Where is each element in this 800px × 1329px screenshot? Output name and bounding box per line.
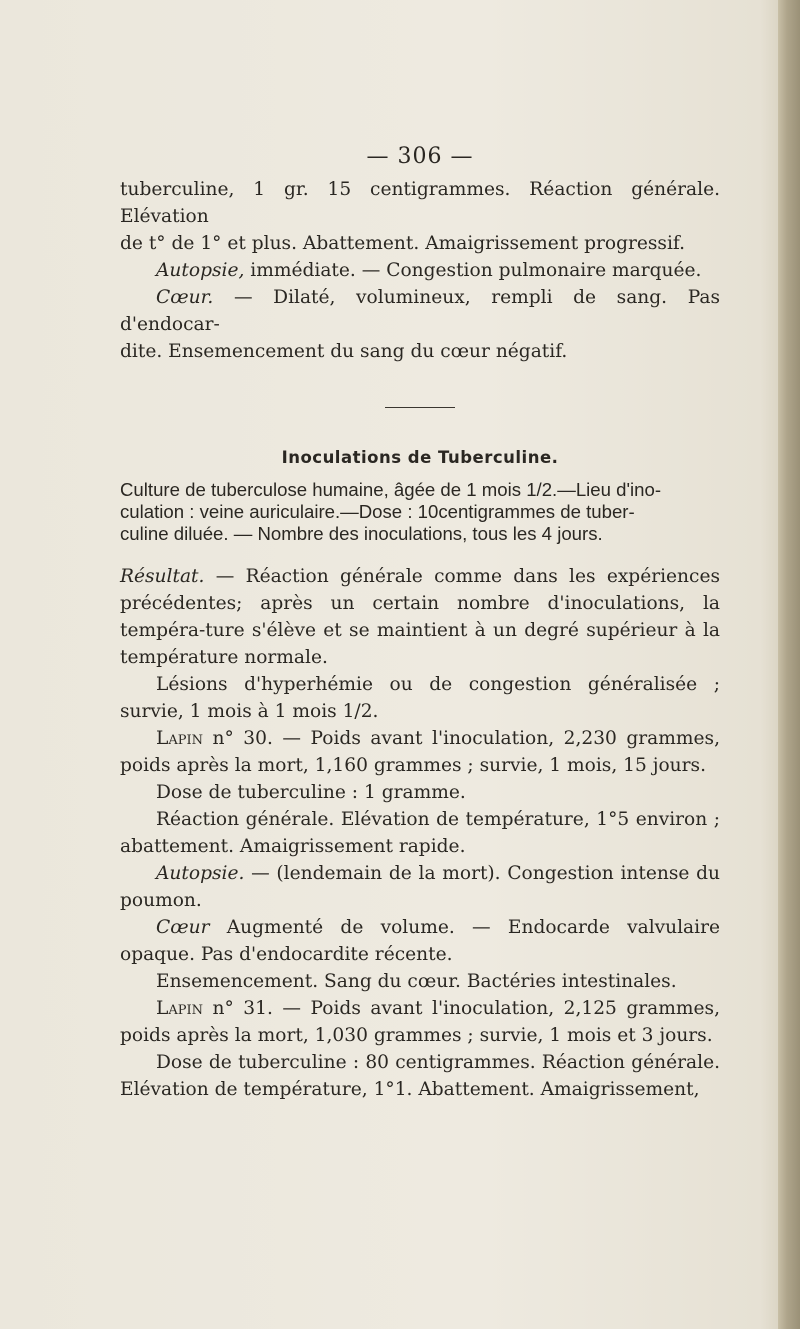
resultat-paragraph [120,563,720,671]
lapin30-num: n° 30. [203,728,273,749]
lapin30-reaction: Réaction générale. Elévation de température, 1°5 environ ; abattement. Amaigrissement rapide. [120,809,720,857]
top-line-1: tuberculine, 1 gr. 15 centigrammes. Réaction générale. Elévation [120,179,720,227]
lapin30-dose: Dose de tuberculine : 1 gramme. [156,782,466,803]
lapin31-paragraph [120,995,720,1049]
resultat-text: — Réaction générale comme dans les expériences précédentes; après un certain nombre d'inoculations, la tempéra-ture s'élève et se maintient à un degré supérieur à la température normale. [120,566,720,668]
section-divider [385,407,455,408]
lapin30-autopsie-label: Autopsie. [156,863,245,884]
top-coeur-paragraph [120,284,720,338]
lapin30-coeur-label: Cœur [156,917,210,938]
lapin30-label: Lapin [156,728,203,749]
lapin30-coeur-text: Augmenté de volume. — Endocarde valvulaire opaque. Pas d'endocardite récente. [120,917,720,965]
lapin31-label: Lapin [156,998,203,1019]
top-coeur-line-2: dite. Ensemencement du sang du cœur négatif. [120,341,568,362]
culture-line-2: culation : veine auriculaire.—Dose : 10centigrammes de tuber- [120,501,635,522]
section-heading: Inoculations de Tuberculine. [281,448,559,467]
culture-line-1: Culture de tuberculose humaine, âgée de 1 mois 1/2.—Lieu d'ino- [120,479,662,500]
lapin30-text: — Poids avant l'inoculation, 2,230 grammes, poids après la mort, 1,160 grammes ; survie, 1 mois, 15 jours. [120,728,720,776]
top-line-2: de t° de 1° et plus. Abattement. Amaigrissement progressif. [120,233,686,254]
top-autopsie-paragraph [120,257,720,284]
resultat-label: Résultat. [120,566,205,587]
page-content [120,140,720,1103]
lapin31-dose: Dose de tuberculine : 80 centigrammes. Réaction générale. Elévation de température, 1°1. Abattement. Amaigrissement, [120,1052,720,1100]
lapin31-text: — Poids avant l'inoculation, 2,125 grammes, poids après la mort, 1,030 grammes ; survie, 1 mois et 3 jours. [120,998,720,1046]
lapin30-autopsie-text: — (lendemain de la mort). Congestion intense du poumon. [120,863,720,911]
coeur-label: Cœur. [156,287,214,308]
culture-line-3: culine diluée. — Nombre des inoculations, tous les 4 jours. [120,523,603,544]
lapin30-paragraph [120,725,720,779]
lapin30-ensemencement: Ensemencement. Sang du cœur. Bactéries intestinales. [156,971,677,992]
lapin30-coeur-paragraph [120,914,720,968]
coeur-text-1: — Dilaté, volumineux, rempli de sang. Pas d'endocar- [120,287,720,335]
culture-block [120,479,720,545]
lapin31-num: n° 31. [203,998,273,1019]
page-edge-shadow [778,0,800,1329]
page-number: — 306 — [366,144,474,169]
autopsie-label: Autopsie, [156,260,245,281]
autopsie-text: immédiate. — Congestion pulmonaire marquée. [244,260,702,281]
lapin30-autopsie-paragraph [120,860,720,914]
lesions-paragraph: Lésions d'hyperhémie ou de congestion généralisée ; survie, 1 mois à 1 mois 1/2. [120,674,720,722]
